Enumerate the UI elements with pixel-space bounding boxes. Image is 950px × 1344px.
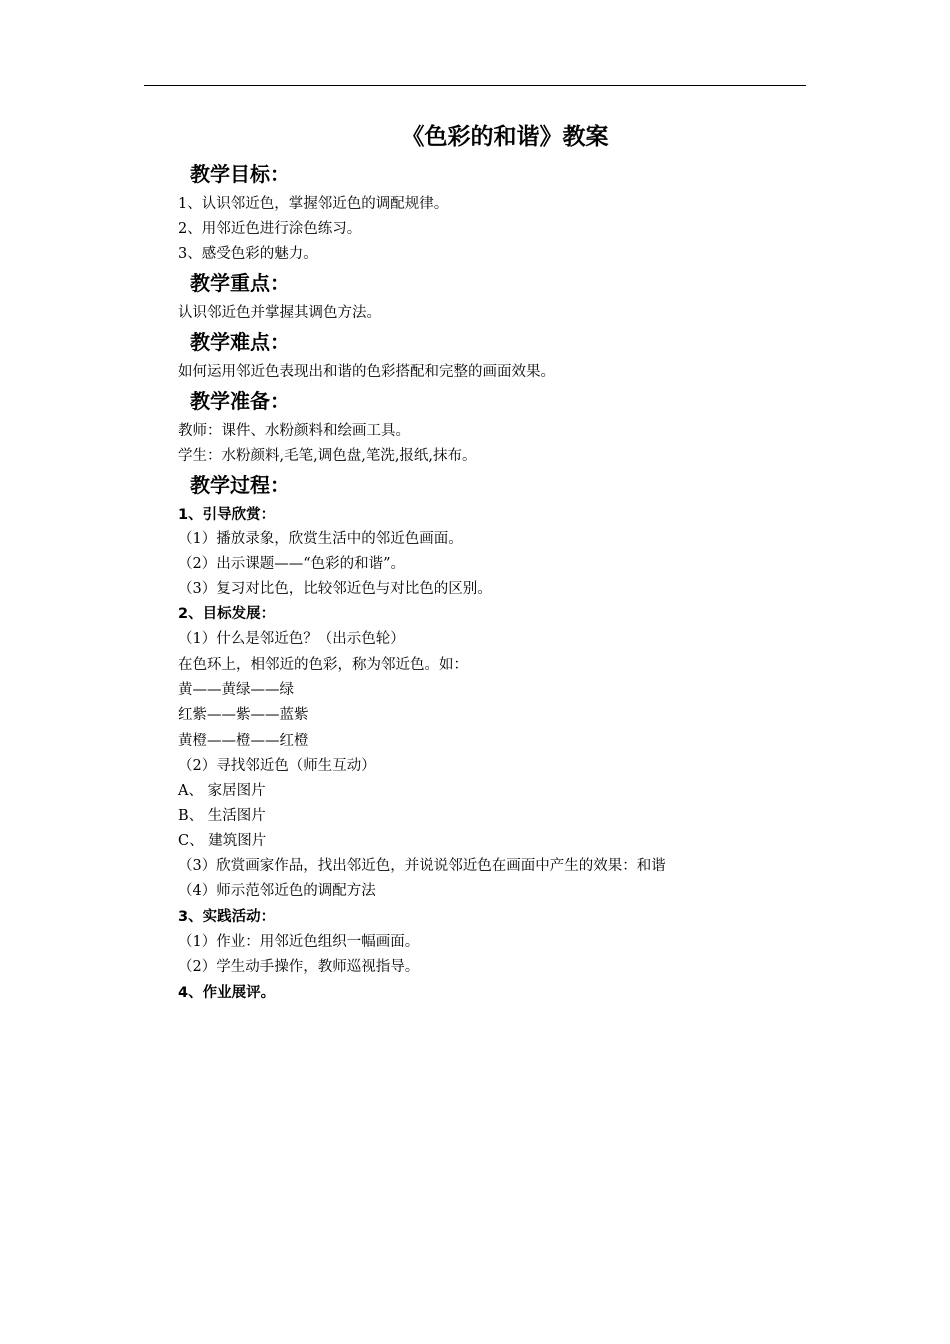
heading-objectives: 教学目标： [190,162,290,186]
process-step2-item: 红紫——紫——蓝紫 [178,707,309,723]
process-step3-item: （1）作业：用邻近色组织一幅画面。 [178,934,420,950]
process-step2-title: 2、目标发展： [178,606,276,622]
process-step2-item: 黄橙——橙——红橙 [178,733,309,749]
heading-preparation: 教学准备： [190,389,290,413]
heading-difficulties: 教学难点： [190,330,290,354]
process-step3-title: 3、实践活动： [178,909,276,925]
process-step2-item: B、 生活图片 [178,808,266,824]
process-step2-item: （1）什么是邻近色？（出示色轮） [178,631,405,647]
heading-key-points: 教学重点： [190,271,290,295]
process-step2-item: （3）欣赏画家作品，找出邻近色，并说说邻近色在画面中产生的效果：和谐 [178,858,666,874]
process-step1-title: 1、引导欣赏： [178,507,276,523]
process-step2-item: C、 建筑图片 [178,833,267,849]
objective-1: 1、认识邻近色，掌握邻近色的调配规律。 [178,196,449,212]
heading-process: 教学过程： [190,473,290,497]
preparation-student: 学生：水粉颜料,毛笔,调色盘,笔洗,报纸,抹布。 [178,448,477,464]
process-step3-item: （2）学生动手操作，教师巡视指导。 [178,959,420,975]
process-step2-item: （2）寻找邻近色（师生互动） [178,758,376,774]
document-title: 《色彩的和谐》教案 [401,124,609,150]
objective-2: 2、用邻近色进行涂色练习。 [178,221,362,237]
objective-3: 3、感受色彩的魅力。 [178,246,318,262]
process-step2-item: （4）师示范邻近色的调配方法 [178,883,376,899]
key-points-text: 认识邻近色并掌握其调色方法。 [178,305,381,321]
preparation-teacher: 教师：课件、水粉颜料和绘画工具。 [178,423,410,439]
process-step1-item: （2）出示课题——“色彩的和谐”。 [178,556,406,572]
process-step1-item: （1）播放录象，欣赏生活中的邻近色画面。 [178,531,463,547]
header-rule [144,85,806,86]
process-step1-item: （3）复习对比色，比较邻近色与对比色的区别。 [178,581,492,597]
difficulties-text: 如何运用邻近色表现出和谐的色彩搭配和完整的画面效果。 [178,364,555,380]
process-step2-item: 黄——黄绿——绿 [178,682,294,698]
process-step2-item: 在色环上，相邻近的色彩，称为邻近色。如： [178,657,468,673]
process-step2-item: A、 家居图片 [178,783,266,799]
process-step4-title: 4、作业展评。 [178,985,276,1001]
